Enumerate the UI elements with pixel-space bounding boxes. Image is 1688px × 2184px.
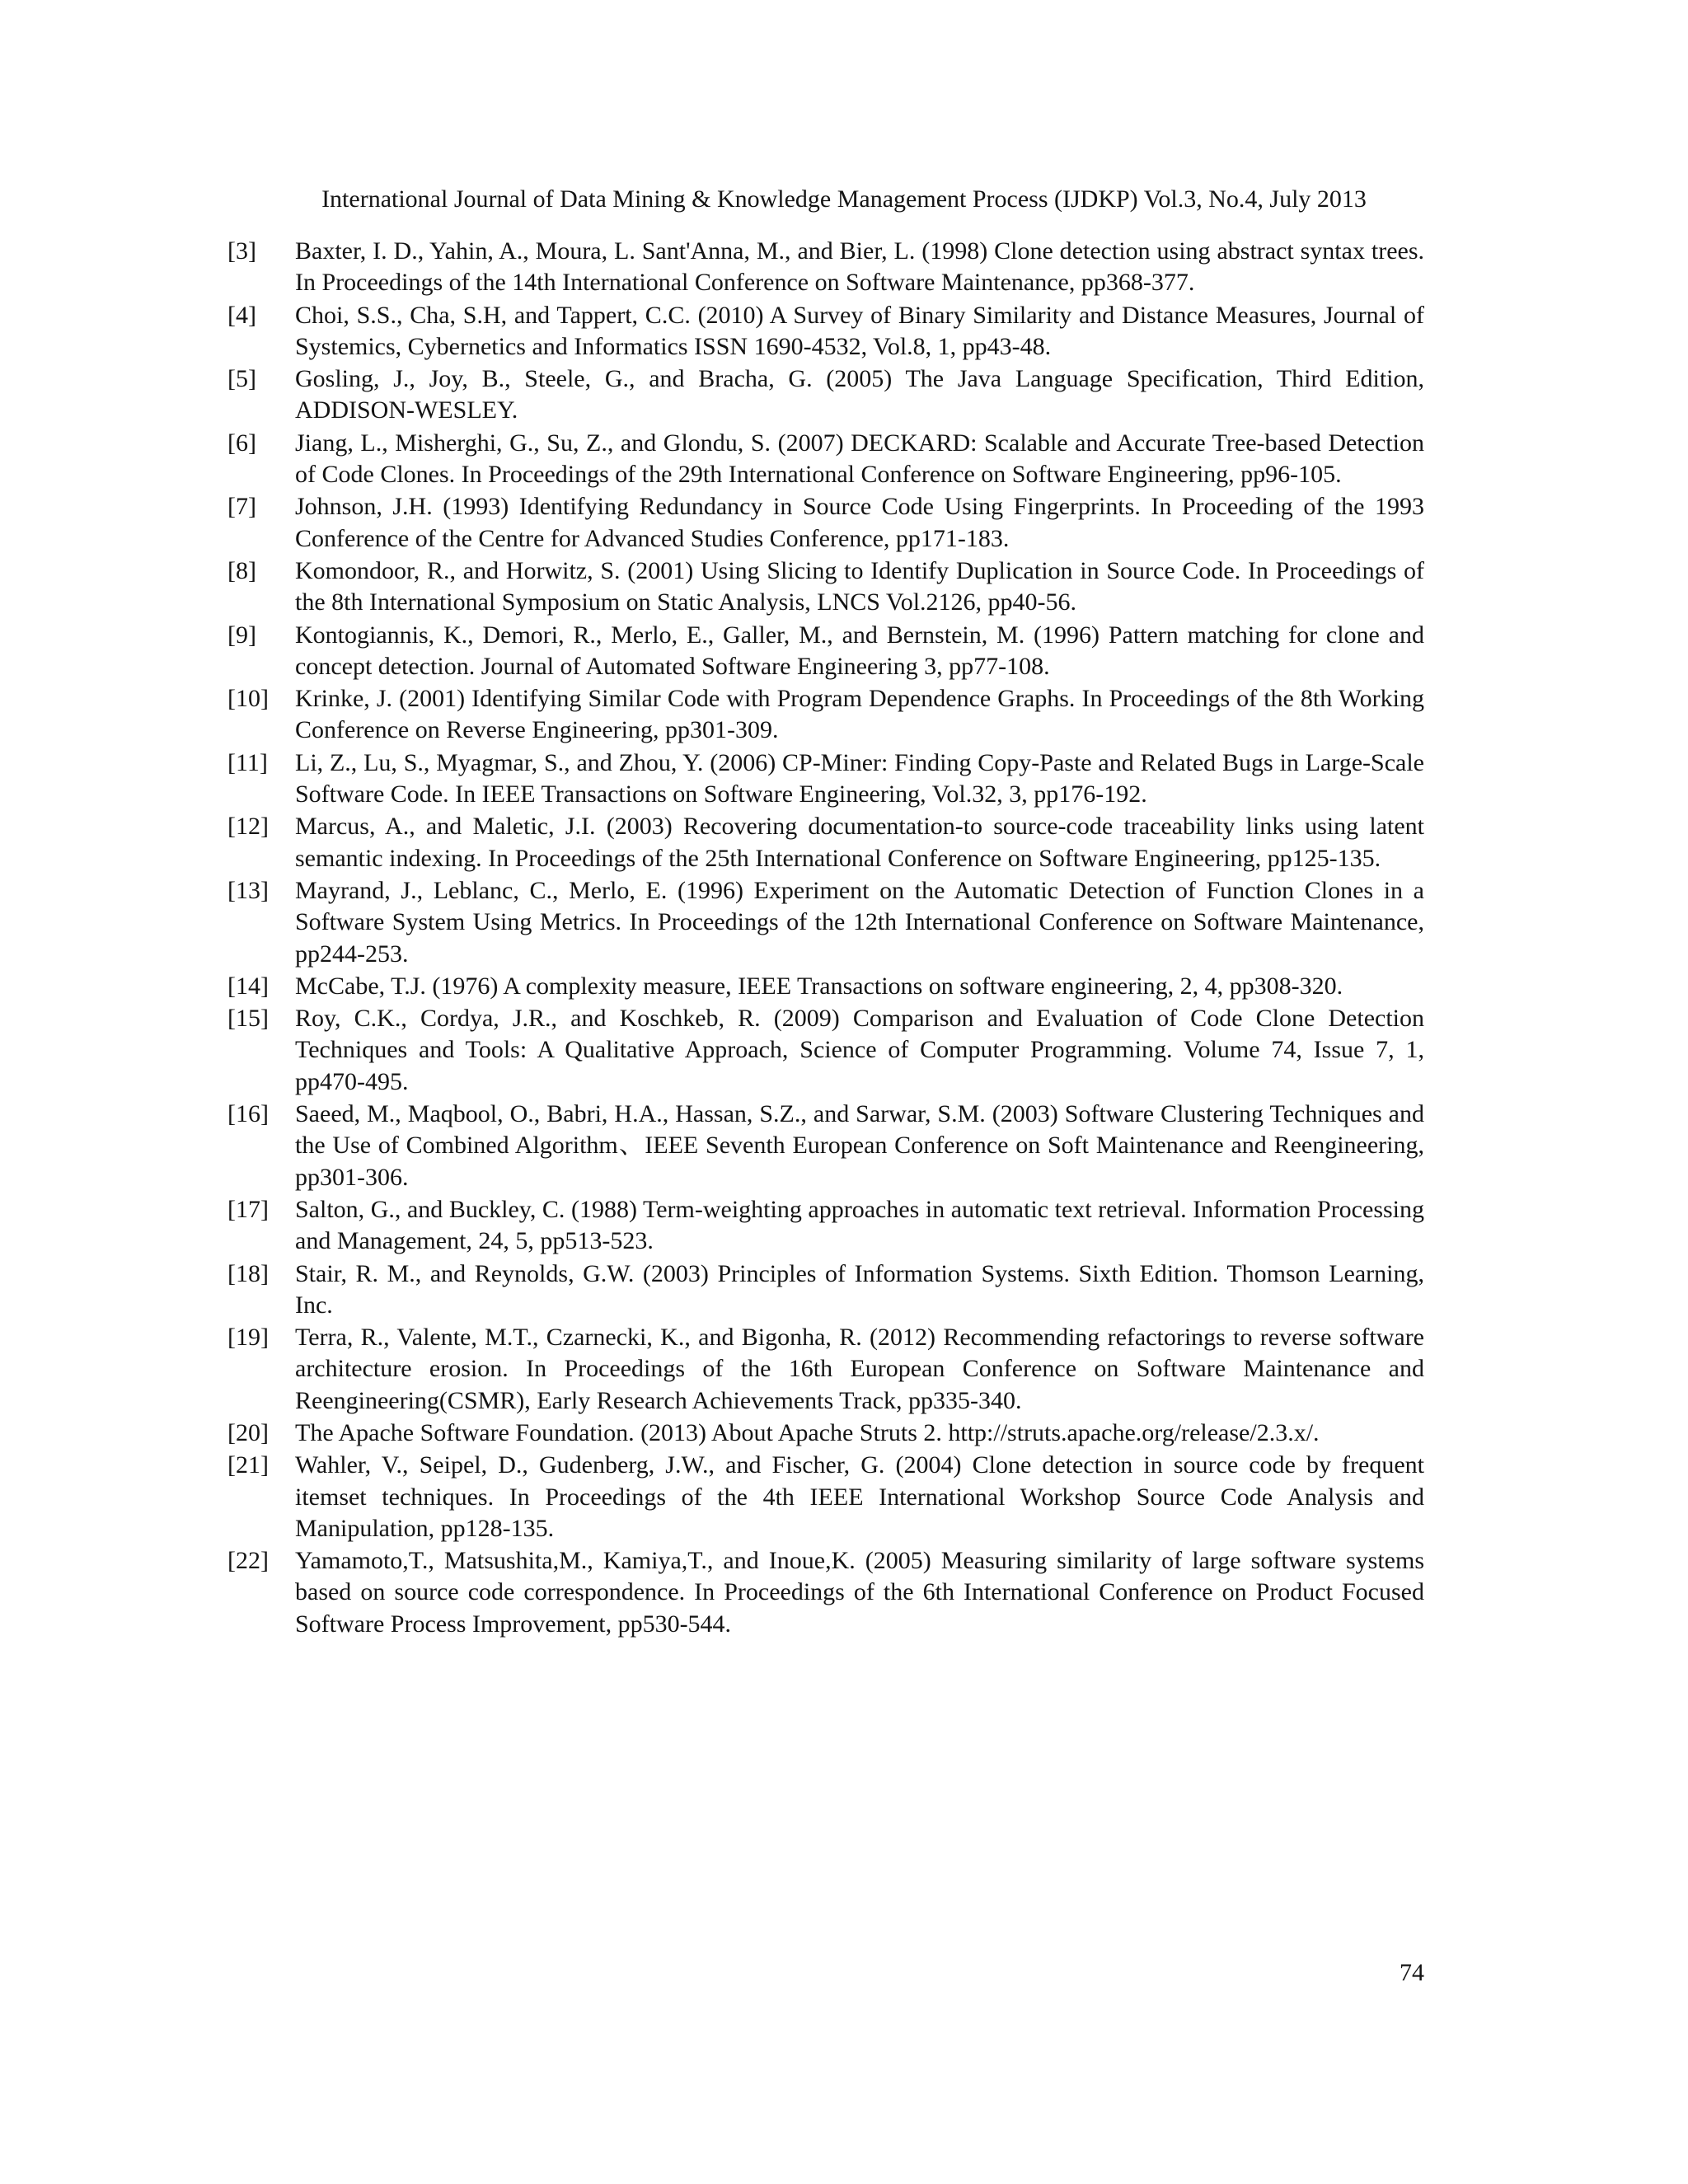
reference-item xyxy=(227,1003,1424,1098)
reference-number: [6] xyxy=(227,429,256,457)
reference-number: [4] xyxy=(227,301,256,329)
reference-item xyxy=(227,620,1424,683)
reference-text: Salton, G., and Buckley, C. (1988) Term-weighting approaches in automatic text retrieval. Information Processing and Management, 24, 5, pp513-523. xyxy=(295,1195,1424,1255)
reference-item xyxy=(227,1418,1424,1449)
reference-item xyxy=(227,811,1424,874)
reference-text: Gosling, J., Joy, B., Steele, G., and Bracha, G. (2005) The Java Language Specification, Third Edition, ADDISON-WESLEY. xyxy=(295,365,1424,424)
reference-number: [22] xyxy=(227,1547,269,1575)
reference-text: Terra, R., Valente, M.T., Czarnecki, K., and Bigonha, R. (2012) Recommending refactorings to reverse software architecture erosion. In Proceedings of the 16th European Conference on Software Maintenance and Reengineering(CSMR), Early Research Achievements Track, pp335-340. xyxy=(295,1324,1424,1414)
reference-number: [19] xyxy=(227,1324,269,1352)
reference-number: [3] xyxy=(227,237,256,265)
reference-item xyxy=(227,1322,1424,1417)
reference-text: Li, Z., Lu, S., Myagmar, S., and Zhou, Y. (2006) CP-Miner: Finding Copy-Paste and Related Bugs in Large-Scale Software Code. In IEEE Transactions on Software Engineering, Vol.32, 3, pp176-192. xyxy=(295,748,1424,808)
reference-item xyxy=(227,1450,1424,1544)
reference-number: [14] xyxy=(227,972,269,1000)
reference-number: [10] xyxy=(227,685,269,713)
reference-item xyxy=(227,1545,1424,1640)
reference-text: Mayrand, J., Leblanc, C., Merlo, E. (1996) Experiment on the Automatic Detection of Function Clones in a Software System Using Metrics. In Proceedings of the 12th International Conference on Software Maintenance, pp244-253. xyxy=(295,876,1424,968)
reference-text: Krinke, J. (2001) Identifying Similar Code with Program Dependence Graphs. In Proceedings of the 8th Working Conference on Reverse Engineering, pp301-309. xyxy=(295,685,1424,744)
reference-text: Kontogiannis, K., Demori, R., Merlo, E., Galler, M., and Bernstein, M. (1996) Pattern matching for clone and concept detection. Journal of Automated Software Engineering 3, pp77-108. xyxy=(295,621,1424,680)
reference-item xyxy=(227,1099,1424,1193)
reference-text: Wahler, V., Seipel, D., Gudenberg, J.W., and Fischer, G. (2004) Clone detection in source code by frequent itemset techniques. In Proceedings of the 4th IEEE International Workshop Source Code Analysis and Manipulation, pp128-135. xyxy=(295,1451,1424,1542)
reference-list xyxy=(227,236,1424,1641)
reference-text: Saeed, M., Maqbool, O., Babri, H.A., Hassan, S.Z., and Sarwar, S.M. (2003) Software Clustering Techniques and the Use of Combined Algorithm、IEEE Seventh European Conference on Soft Maintenance and Reengineering, pp301-306. xyxy=(295,1100,1424,1191)
reference-number: [11] xyxy=(227,748,268,776)
reference-item xyxy=(227,1258,1424,1322)
reference-item xyxy=(227,971,1424,1002)
running-header: International Journal of Data Mining & Knowledge Management Process (IJDKP) Vol.3, No.4, July 2013 xyxy=(321,185,1367,213)
page-number: 74 xyxy=(1400,1959,1424,1986)
reference-text: Komondoor, R., and Horwitz, S. (2001) Using Slicing to Identify Duplication in Source Code. In Proceedings of the 8th International Symposium on Static Analysis, LNCS Vol.2126, pp40-56. xyxy=(295,556,1424,616)
reference-item xyxy=(227,683,1424,747)
reference-number: [7] xyxy=(227,493,256,521)
reference-text: Yamamoto,T., Matsushita,M., Kamiya,T., and Inoue,K. (2005) Measuring similarity of large software systems based on source code correspondence. In Proceedings of the 6th International Conference on Product Focused Software Process Improvement, pp530-544. xyxy=(295,1547,1424,1638)
reference-item xyxy=(227,555,1424,619)
reference-number: [9] xyxy=(227,621,256,649)
reference-item xyxy=(227,428,1424,491)
reference-number: [21] xyxy=(227,1451,269,1479)
reference-number: [20] xyxy=(227,1418,269,1446)
reference-number: [15] xyxy=(227,1005,269,1033)
reference-item xyxy=(227,491,1424,555)
reference-number: [12] xyxy=(227,813,269,841)
reference-text: The Apache Software Foundation. (2013) About Apache Struts 2. http://struts.apache.org/release/2.3.x/. xyxy=(295,1418,1320,1446)
reference-number: [18] xyxy=(227,1259,269,1287)
reference-text: Baxter, I. D., Yahin, A., Moura, L. Sant'Anna, M., and Bier, L. (1998) Clone detection using abstract syntax trees. In Proceedings of the 14th International Conference on Software Maintenance, pp368-377. xyxy=(295,237,1424,297)
reference-text: Johnson, J.H. (1993) Identifying Redundancy in Source Code Using Fingerprints. In Proceeding of the 1993 Conference of the Centre for Advanced Studies Conference, pp171-183. xyxy=(295,493,1424,552)
reference-number: [5] xyxy=(227,365,256,393)
reference-text: Jiang, L., Misherghi, G., Su, Z., and Glondu, S. (2007) DECKARD: Scalable and Accurate Tree-based Detection of Code Clones. In Proceedings of the 29th International Conference on Software Engineering, pp96-105. xyxy=(295,429,1424,489)
reference-number: [8] xyxy=(227,556,256,584)
reference-item xyxy=(227,300,1424,363)
reference-item xyxy=(227,875,1424,970)
reference-item xyxy=(227,236,1424,299)
reference-text: Choi, S.S., Cha, S.H, and Tappert, C.C. (2010) A Survey of Binary Similarity and Distance Measures, Journal of Systemics, Cybernetics and Informatics ISSN 1690-4532, Vol.8, 1, pp43-48. xyxy=(295,301,1424,360)
reference-item xyxy=(227,363,1424,427)
reference-text: Stair, R. M., and Reynolds, G.W. (2003) Principles of Information Systems. Sixth Edition. Thomson Learning, Inc. xyxy=(295,1259,1424,1319)
reference-number: [17] xyxy=(227,1195,269,1223)
reference-text: McCabe, T.J. (1976) A complexity measure, IEEE Transactions on software engineering, 2, 4, pp308-320. xyxy=(295,972,1343,1000)
reference-text: Marcus, A., and Maletic, J.I. (2003) Recovering documentation-to source-code traceability links using latent semantic indexing. In Proceedings of the 25th International Conference on Software Engineering, pp125-135. xyxy=(295,813,1424,872)
reference-item xyxy=(227,1194,1424,1258)
reference-text: Roy, C.K., Cordya, J.R., and Koschkeb, R. (2009) Comparison and Evaluation of Code Clone Detection Techniques and Tools: A Qualitative Approach, Science of Computer Programming. Volume 74, Issue 7, 1, pp470-495. xyxy=(295,1005,1424,1095)
reference-number: [13] xyxy=(227,876,269,904)
reference-number: [16] xyxy=(227,1100,269,1128)
reference-item xyxy=(227,748,1424,811)
